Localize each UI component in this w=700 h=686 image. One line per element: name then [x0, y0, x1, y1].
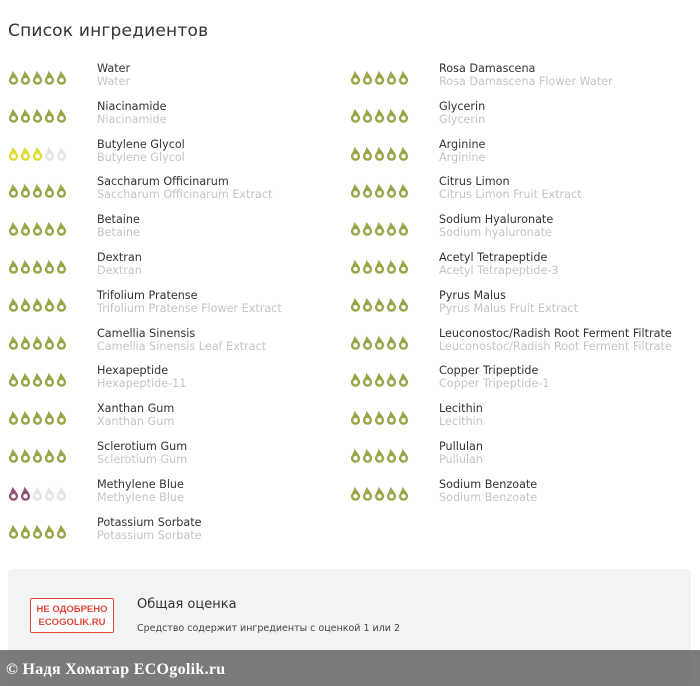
ingredient-inci: Copper Tripeptide-1: [439, 377, 550, 391]
ingredient-inci: Butylene Glycol: [97, 150, 185, 164]
rating-drop-icon: [350, 368, 361, 388]
ingredient-names: [439, 478, 537, 504]
rating-drop-icon: [362, 255, 373, 275]
ingredient-row[interactable]: [350, 402, 695, 440]
rating-drop-icon: [350, 444, 361, 464]
rating-drop-icon: [20, 66, 31, 86]
ingredient-inci: Sodium hyaluronate: [439, 226, 552, 240]
rating-drop-icon: [44, 368, 55, 388]
rating-drop-icon: [32, 482, 43, 502]
rating-drop-icon: [350, 482, 361, 502]
ingredient-names: [97, 402, 174, 428]
rating-drop-icon: [56, 104, 67, 124]
rating-drop-icon: [350, 255, 361, 275]
ingredient-name: Citrus Limon: [439, 175, 510, 189]
rating-drop-icon: [56, 179, 67, 199]
ingredient-names: [97, 251, 142, 277]
rating-drop-icon: [374, 142, 385, 162]
ingredient-names: [97, 289, 282, 315]
ingredient-inci: Pullulan: [439, 452, 484, 466]
page-title: Список ингредиентов: [8, 21, 209, 41]
rating-drop-icon: [32, 104, 43, 124]
ingredient-row[interactable]: [8, 364, 338, 402]
ingredient-names: [97, 478, 184, 504]
ingredient-row[interactable]: [8, 327, 338, 365]
ingredient-names: [439, 251, 559, 277]
ingredient-inci: Pyrus Malus Fruit Extract: [439, 301, 578, 315]
ingredient-names: [97, 100, 167, 126]
rating-drop-icon: [362, 104, 373, 124]
ingredient-names: [97, 175, 272, 201]
ingredient-inci: Sclerotium Gum: [97, 452, 188, 466]
rating-drop-icon: [20, 444, 31, 464]
rating-drop-icon: [20, 217, 31, 237]
ingredient-inci: Dextran: [97, 263, 142, 277]
ingredient-row[interactable]: [8, 138, 338, 176]
overall-rating-text: Средство содержит ингредиенты с оценкой 1 или 2: [137, 623, 401, 634]
ingredient-row[interactable]: [8, 62, 338, 100]
rating-drop-icon: [8, 293, 19, 313]
rating-drops: [350, 179, 439, 199]
ingredient-name: Camellia Sinensis: [97, 326, 196, 340]
ingredient-inci: Acetyl Tetrapeptide-3: [439, 263, 559, 277]
rating-drop-icon: [362, 482, 373, 502]
ingredient-inci: Trifolium Pratense Flower Extract: [97, 301, 282, 315]
rating-drop-icon: [20, 179, 31, 199]
rating-drop-icon: [386, 444, 397, 464]
ingredient-names: [439, 138, 485, 164]
rating-drop-icon: [20, 520, 31, 540]
rating-drop-icon: [398, 66, 409, 86]
ingredient-inci: Methylene Blue: [97, 490, 184, 504]
rating-drops: [8, 142, 97, 162]
ingredient-row[interactable]: [350, 478, 695, 516]
rating-drop-icon: [374, 406, 385, 426]
rating-drops: [350, 255, 439, 275]
rating-drop-icon: [32, 406, 43, 426]
ingredient-names: [439, 364, 550, 390]
ingredient-row[interactable]: [8, 100, 338, 138]
rating-drop-icon: [32, 293, 43, 313]
ingredient-row[interactable]: [8, 402, 338, 440]
ingredient-name: Butylene Glycol: [97, 137, 185, 151]
rating-drop-icon: [56, 368, 67, 388]
ingredient-name: Niacinamide: [97, 99, 167, 113]
rating-drop-icon: [8, 142, 19, 162]
rating-drops: [350, 293, 439, 313]
ingredient-name: Pullulan: [439, 439, 484, 453]
ingredient-inci: Betaine: [97, 226, 140, 240]
rating-drop-icon: [20, 255, 31, 275]
ingredient-name: Sclerotium Gum: [97, 439, 188, 453]
rating-drop-icon: [386, 255, 397, 275]
rating-drop-icon: [8, 444, 19, 464]
rating-drop-icon: [44, 179, 55, 199]
rating-drop-icon: [386, 406, 397, 426]
rating-drop-icon: [44, 520, 55, 540]
rating-drop-icon: [44, 142, 55, 162]
badge-line-2: ECOGOLIK.RU: [38, 617, 106, 628]
ingredients-left-column: [8, 62, 338, 553]
rating-drops: [8, 293, 97, 313]
ingredient-name: Dextran: [97, 250, 142, 264]
rating-drops: [8, 368, 97, 388]
rating-drop-icon: [386, 66, 397, 86]
rating-drop-icon: [20, 142, 31, 162]
rating-drops: [8, 255, 97, 275]
rating-drop-icon: [398, 482, 409, 502]
ingredient-row[interactable]: [350, 327, 695, 365]
rating-drop-icon: [56, 482, 67, 502]
rating-drop-icon: [386, 293, 397, 313]
rating-drop-icon: [8, 520, 19, 540]
rating-drops: [8, 444, 97, 464]
rating-drops: [350, 66, 439, 86]
rating-drop-icon: [350, 142, 361, 162]
ingredient-name: Saccharum Officinarum: [97, 175, 229, 189]
ingredient-inci: Potassium Sorbate: [97, 528, 202, 542]
rating-drop-icon: [8, 179, 19, 199]
rating-drops: [8, 179, 97, 199]
ingredient-inci: Rosa Damascena Flower Water: [439, 75, 613, 88]
ingredient-row[interactable]: [350, 62, 695, 100]
ingredient-name: Trifolium Pratense: [97, 288, 198, 302]
rating-drops: [350, 368, 439, 388]
rating-drop-icon: [386, 482, 397, 502]
rating-drops: [8, 66, 97, 86]
ingredient-names: [439, 440, 483, 466]
rating-drop-icon: [398, 179, 409, 199]
rating-drop-icon: [56, 331, 67, 351]
rating-drops: [8, 217, 97, 237]
ingredient-row[interactable]: [350, 364, 695, 402]
ingredient-inci: Citrus Limon Fruit Extract: [439, 188, 582, 202]
rating-drops: [350, 217, 439, 237]
rating-drop-icon: [56, 406, 67, 426]
rating-drop-icon: [398, 444, 409, 464]
ingredient-names: [97, 138, 185, 164]
rating-drops: [8, 331, 97, 351]
rating-drop-icon: [44, 331, 55, 351]
rating-drop-icon: [44, 293, 55, 313]
ingredient-name: Copper Tripeptide: [439, 364, 539, 378]
ingredient-row[interactable]: [8, 440, 338, 478]
rating-drop-icon: [44, 444, 55, 464]
rating-drop-icon: [362, 368, 373, 388]
rating-drop-icon: [32, 142, 43, 162]
rating-drop-icon: [374, 255, 385, 275]
ingredient-row[interactable]: [8, 213, 338, 251]
rating-drop-icon: [374, 179, 385, 199]
ingredient-names: [97, 440, 187, 466]
rating-drop-icon: [350, 104, 361, 124]
ingredient-row[interactable]: [350, 289, 695, 327]
rating-drop-icon: [374, 293, 385, 313]
rating-drop-icon: [56, 255, 67, 275]
ingredient-names: [439, 213, 553, 239]
rating-drop-icon: [386, 331, 397, 351]
rating-drops: [8, 104, 97, 124]
rating-drop-icon: [350, 406, 361, 426]
rating-drop-icon: [44, 482, 55, 502]
rating-drop-icon: [32, 179, 43, 199]
ingredient-row[interactable]: [350, 175, 695, 213]
rating-drop-icon: [398, 217, 409, 237]
ingredient-name: Acetyl Tetrapeptide: [439, 250, 548, 264]
rating-drops: [350, 104, 439, 124]
ingredient-inci: Niacinamide: [97, 112, 167, 126]
rating-drops: [350, 142, 439, 162]
watermark-bar: [0, 650, 700, 686]
ingredient-row[interactable]: [350, 138, 695, 176]
rating-drop-icon: [32, 331, 43, 351]
rating-drop-icon: [44, 217, 55, 237]
rating-drop-icon: [374, 482, 385, 502]
ingredient-name: Leuconostoc/Radish Root Ferment Filtrate: [439, 326, 672, 340]
rating-drop-icon: [8, 368, 19, 388]
ingredient-row[interactable]: [8, 175, 338, 213]
ingredient-inci: Water: [97, 75, 131, 88]
ingredient-name: Arginine: [439, 137, 486, 151]
rating-drop-icon: [56, 66, 67, 86]
ingredient-names: [439, 327, 672, 353]
rating-drop-icon: [32, 66, 43, 86]
ingredient-row[interactable]: [8, 251, 338, 289]
rating-drops: [8, 406, 97, 426]
rating-drop-icon: [44, 406, 55, 426]
rating-drop-icon: [398, 331, 409, 351]
rating-drop-icon: [56, 217, 67, 237]
rating-drop-icon: [362, 331, 373, 351]
rating-drop-icon: [8, 66, 19, 86]
ingredient-name: Glycerin: [439, 99, 486, 113]
ingredient-names: [97, 327, 266, 353]
ingredient-names: [439, 402, 483, 428]
rating-drop-icon: [386, 104, 397, 124]
ingredient-inci: Camellia Sinensis Leaf Extract: [97, 339, 267, 353]
rating-drop-icon: [362, 444, 373, 464]
rating-drop-icon: [32, 217, 43, 237]
rating-drop-icon: [32, 255, 43, 275]
rating-drop-icon: [20, 482, 31, 502]
ingredient-names: [97, 213, 140, 239]
rating-drop-icon: [362, 66, 373, 86]
ingredient-row[interactable]: [8, 478, 338, 516]
ingredient-names: [97, 364, 186, 390]
rating-drop-icon: [350, 293, 361, 313]
rating-drop-icon: [350, 66, 361, 86]
watermark-text: © Надя Хоматар ECOgolik.ru: [6, 661, 226, 678]
ingredient-inci: Hexapeptide-11: [97, 377, 187, 391]
rating-drops: [8, 482, 97, 502]
ingredient-names: [439, 175, 582, 201]
rating-drop-icon: [374, 217, 385, 237]
ingredient-name: Rosa Damascena: [439, 62, 536, 75]
ingredient-name: Sodium Benzoate: [439, 477, 538, 491]
rating-drop-icon: [32, 520, 43, 540]
ingredient-name: Xanthan Gum: [97, 402, 175, 416]
ingredient-names: [97, 516, 202, 542]
rating-drop-icon: [44, 66, 55, 86]
not-approved-badge: [30, 598, 114, 633]
rating-drops: [350, 331, 439, 351]
rating-drop-icon: [8, 331, 19, 351]
ingredient-inci: Arginine: [439, 150, 486, 164]
rating-drop-icon: [32, 368, 43, 388]
rating-drop-icon: [362, 217, 373, 237]
rating-drop-icon: [398, 406, 409, 426]
ingredient-name: Potassium Sorbate: [97, 515, 202, 529]
ingredient-name: Methylene Blue: [97, 477, 184, 491]
ingredient-name: Pyrus Malus: [439, 288, 506, 302]
ingredient-names: [439, 100, 485, 126]
rating-drop-icon: [362, 406, 373, 426]
rating-drops: [350, 444, 439, 464]
rating-drop-icon: [8, 217, 19, 237]
rating-drops: [8, 520, 97, 540]
ingredient-inci: Glycerin: [439, 112, 486, 126]
rating-drop-icon: [386, 179, 397, 199]
rating-drop-icon: [386, 217, 397, 237]
rating-drop-icon: [362, 142, 373, 162]
ingredient-names: [439, 289, 578, 315]
ingredient-inci: Saccharum Officinarum Extract: [97, 188, 273, 202]
rating-drop-icon: [350, 331, 361, 351]
rating-drop-icon: [8, 482, 19, 502]
rating-drop-icon: [44, 104, 55, 124]
rating-drop-icon: [56, 293, 67, 313]
rating-drop-icon: [374, 331, 385, 351]
rating-drop-icon: [350, 179, 361, 199]
rating-drop-icon: [8, 406, 19, 426]
ingredient-name: Betaine: [97, 213, 140, 227]
rating-drop-icon: [398, 255, 409, 275]
rating-drop-icon: [8, 104, 19, 124]
ingredient-inci: Sodium Benzoate: [439, 490, 538, 504]
ingredient-row[interactable]: [350, 440, 695, 478]
rating-drop-icon: [374, 66, 385, 86]
rating-drop-icon: [350, 217, 361, 237]
rating-drop-icon: [398, 293, 409, 313]
ingredient-inci: Lecithin: [439, 415, 483, 429]
rating-drop-icon: [398, 368, 409, 388]
rating-drops: [350, 406, 439, 426]
rating-drop-icon: [56, 444, 67, 464]
ingredient-row[interactable]: [8, 289, 338, 327]
rating-drop-icon: [20, 104, 31, 124]
rating-drop-icon: [362, 293, 373, 313]
ingredient-name: Hexapeptide: [97, 364, 169, 378]
ingredients-right-column: [350, 62, 695, 516]
ingredient-inci: Leuconostoc/Radish Root Ferment Filtrate: [439, 339, 672, 353]
rating-drop-icon: [20, 293, 31, 313]
rating-drop-icon: [20, 331, 31, 351]
rating-drop-icon: [56, 520, 67, 540]
rating-drop-icon: [20, 368, 31, 388]
rating-drop-icon: [56, 142, 67, 162]
rating-drop-icon: [386, 142, 397, 162]
rating-drop-icon: [20, 406, 31, 426]
rating-drop-icon: [398, 142, 409, 162]
rating-drop-icon: [374, 104, 385, 124]
ingredient-inci: Xanthan Gum: [97, 415, 175, 429]
ingredient-name: Water: [97, 62, 131, 75]
rating-drop-icon: [386, 368, 397, 388]
ingredient-row[interactable]: [350, 251, 695, 289]
rating-drop-icon: [362, 179, 373, 199]
ingredient-name: Lecithin: [439, 402, 483, 416]
rating-drop-icon: [8, 255, 19, 275]
ingredient-name: Sodium Hyaluronate: [439, 213, 554, 227]
ingredient-names: [97, 62, 130, 88]
ingredient-row[interactable]: [350, 100, 695, 138]
ingredient-row[interactable]: [350, 213, 695, 251]
badge-line-1: НЕ ОДОБРЕНО: [36, 604, 108, 615]
ingredient-row[interactable]: [8, 516, 338, 554]
ingredient-names: [439, 62, 613, 88]
rating-drop-icon: [374, 368, 385, 388]
rating-drop-icon: [32, 444, 43, 464]
rating-drop-icon: [374, 444, 385, 464]
rating-drop-icon: [44, 255, 55, 275]
rating-drop-icon: [398, 104, 409, 124]
overall-rating-title: Общая оценка: [137, 597, 237, 612]
rating-drops: [350, 482, 439, 502]
